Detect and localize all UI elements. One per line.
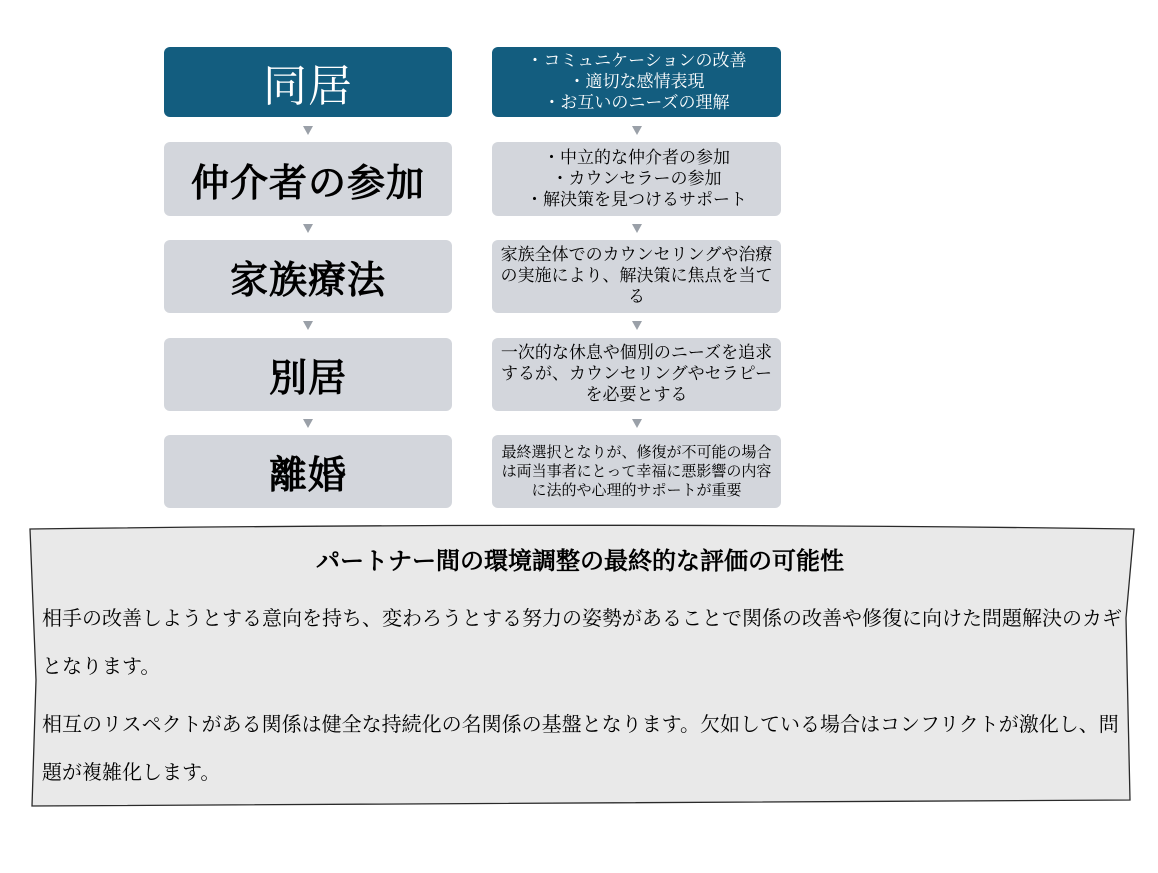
stage-description-separation: 一次的な休息や個別のニーズを追求するが、カウンセリングやセラピーを必要とする	[492, 338, 781, 411]
stage-description-mediator: ・中立的な仲介者の参加 ・カウンセラーの参加 ・解決策を見つけるサポート	[492, 142, 781, 216]
stage-description-divorce: 最終選択となりが、修復が不可能の場合は両当事者にとって幸福に悪影響の内容に法的や心理的サポートが重要	[492, 435, 781, 508]
stage-description-cohabitation: ・コミュニケーションの改善 ・適切な感情表現 ・お互いのニーズの理解	[492, 47, 781, 117]
evaluation-paragraph: 相手の改善しようとする意向を持ち、変わろうとする努力の姿勢があることで関係の改善や修復に向けた問題解決のカギとなります。	[42, 606, 1122, 678]
stage-label: 同居	[263, 61, 353, 112]
evaluation-panel-title: パートナー間の環境調整の最終的な評価の可能性	[316, 547, 844, 575]
stage-label: 離婚	[268, 453, 347, 497]
stage-label: 仲介者の参加	[190, 160, 425, 205]
evaluation-paragraph: 相互のリスペクトがある関係は健全な持続化の名関係の基盤となります。欠如している場合はコンフリクトが激化し、問題が複雑化します。	[42, 712, 1119, 784]
stage-description-family-therapy: 家族全体でのカウンセリングや治療の実施により、解決策に焦点を当てる	[492, 240, 781, 313]
stage-label: 家族療法	[229, 258, 386, 302]
stage-label: 別居	[268, 356, 347, 400]
